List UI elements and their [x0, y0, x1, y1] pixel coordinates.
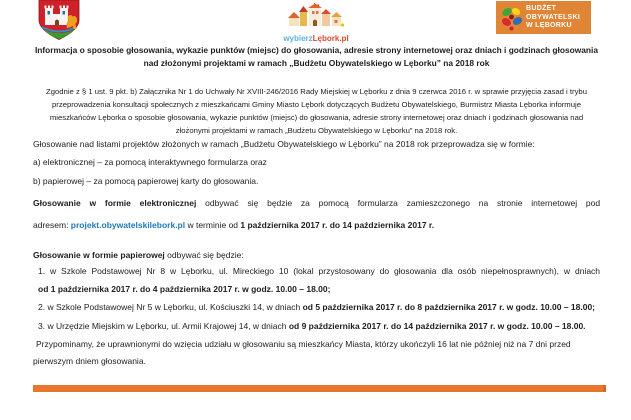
- lebork-coat-of-arms-logo: [37, 0, 81, 45]
- voting-site-link[interactable]: projekt.obywatelskilebork.pl: [70, 220, 186, 230]
- pinwheel-people-icon: [498, 4, 525, 32]
- town-illustration-icon: [287, 2, 345, 28]
- electronic-voting-line1: [33, 198, 600, 208]
- portal-logo-wybierz: wybierz: [283, 34, 313, 43]
- reminder-line1: Przypominamy, że uprawnionymi do wzięcia udziału w głosowaniu są mieszkańcy Miasta, którzy ukończyli 16 lat nie później niż na 7 dni przed: [36, 339, 571, 349]
- wybierzlebork-logo: [272, 2, 360, 43]
- polling-place-item2: [38, 302, 600, 312]
- polling-place-item1-line2: od 1 października 2017 r. do 4 października 2017 r. w godz. 10.00 – 18.00;: [38, 284, 331, 294]
- budget-logo-line3: W LĘBORKU: [526, 22, 572, 30]
- intro-line-2: przeprowadzenia konsultacji społecznych z mieszkańcami Gminy Miasto Lębork dotyczących Budżetu Obywatelskiego, Burmistrz Miasta Lęborka informuje: [52, 100, 581, 109]
- reminder-line2: pierwszym dniem głosowania.: [33, 356, 146, 366]
- coat-of-arms-icon: [37, 0, 81, 40]
- intro-line-3: mieszkańców Lęborka o sposobie głosowania, wykazie punktów (miejsc) do głosowania, adresie strony internetowej oraz dniach i godzinach głosowania nad: [49, 113, 584, 122]
- electronic-voting-rest: odbywać się będzie za pomocą formularza zamieszczonego na stronie internetowej pod: [196, 198, 601, 208]
- polling-place-item2-text: 2. w Szkole Podstawowej Nr 5 w Lęborku, ul. Kościuszki 14, w dniach: [38, 302, 303, 312]
- voting-form-a: a) elektronicznej – za pomocą interaktywnego formularza oraz: [33, 157, 267, 167]
- paper-voting-rest: odbywać się będzie:: [164, 250, 244, 260]
- paper-voting-lead: Głosowanie w formie papierowej: [33, 250, 165, 260]
- budget-logo-line2: OBYWATELSKI: [526, 13, 581, 21]
- polling-place-item1-line1: 1. w Szkole Podstawowej Nr 8 w Lęborku, ul. Mireckiego 10 (lokal przystosowany do głosowania dla osób niepełnosprawnych), w dniach: [38, 266, 601, 276]
- polling-place-item3-text: 3. w Urzędzie Miejskim w Lęborku, ul. Armii Krajowej 14, w dniach: [38, 321, 289, 331]
- page-title-line2: nad złożonymi projektami w ramach „Budżetu Obywatelskiego w Lęborku” na 2018 rok: [143, 58, 490, 68]
- electronic-voting-lead: Głosowanie w formie elektronicznej: [33, 198, 197, 208]
- footer-accent-bar: [33, 385, 606, 392]
- voting-form-b: b) papierowej – za pomocą papierowej karty do głosowania.: [33, 176, 259, 186]
- budget-logo-text: [526, 5, 580, 31]
- electronic-term-text: w terminie od: [185, 220, 241, 230]
- portal-logo-lebork: Lębork.pl: [312, 34, 349, 43]
- polling-place-item3: [38, 321, 600, 331]
- paper-voting-heading: [33, 250, 600, 260]
- voting-forms-intro: Głosowanie nad listami projektów złożonych w ramach „Budżetu Obywatelskiego w Lęborku” na 2018 rok przeprowadza się w formie:: [33, 139, 535, 149]
- budget-logo-line1: BUDŻET: [526, 5, 557, 12]
- polling-place-item3-dates: od 9 października 2017 r. do 14 października 2017 r. w godz. 10.00 – 18.00.: [288, 321, 586, 331]
- portal-logo-text: [272, 34, 360, 43]
- electronic-voting-line2: [33, 220, 600, 230]
- polling-place-item2-dates: od 5 października 2017 r. do 8 października 2017 r. w godz. 10.00 – 18.00;: [302, 302, 596, 312]
- intro-line-1: Zgodnie z § 1 ust. 9 pkt. b) Załącznika Nr 1 do Uchwały Nr XVIII-246/2016 Rady Miejskiej w Lęborku z dnia 9 czerwca 2016 r. w sprawie przyjęcia zasad i trybu: [46, 87, 587, 96]
- budget-obywatelski-logo: [496, 1, 591, 34]
- electronic-voting-dates: 1 października 2017 r. do 14 października 2017 r.: [240, 220, 435, 230]
- electronic-address-prefix: adresem:: [33, 220, 71, 230]
- page-title-line1: Informacja o sposobie głosowania, wykazie punktów (miejsc) do głosowania, adresie strony internetowej oraz dniach i godzinach głosowania: [34, 45, 599, 55]
- intro-line-4: złożonymi projektami w ramach „Budżetu Obywatelskiego w Lęborku” na 2018 rok.: [175, 126, 458, 135]
